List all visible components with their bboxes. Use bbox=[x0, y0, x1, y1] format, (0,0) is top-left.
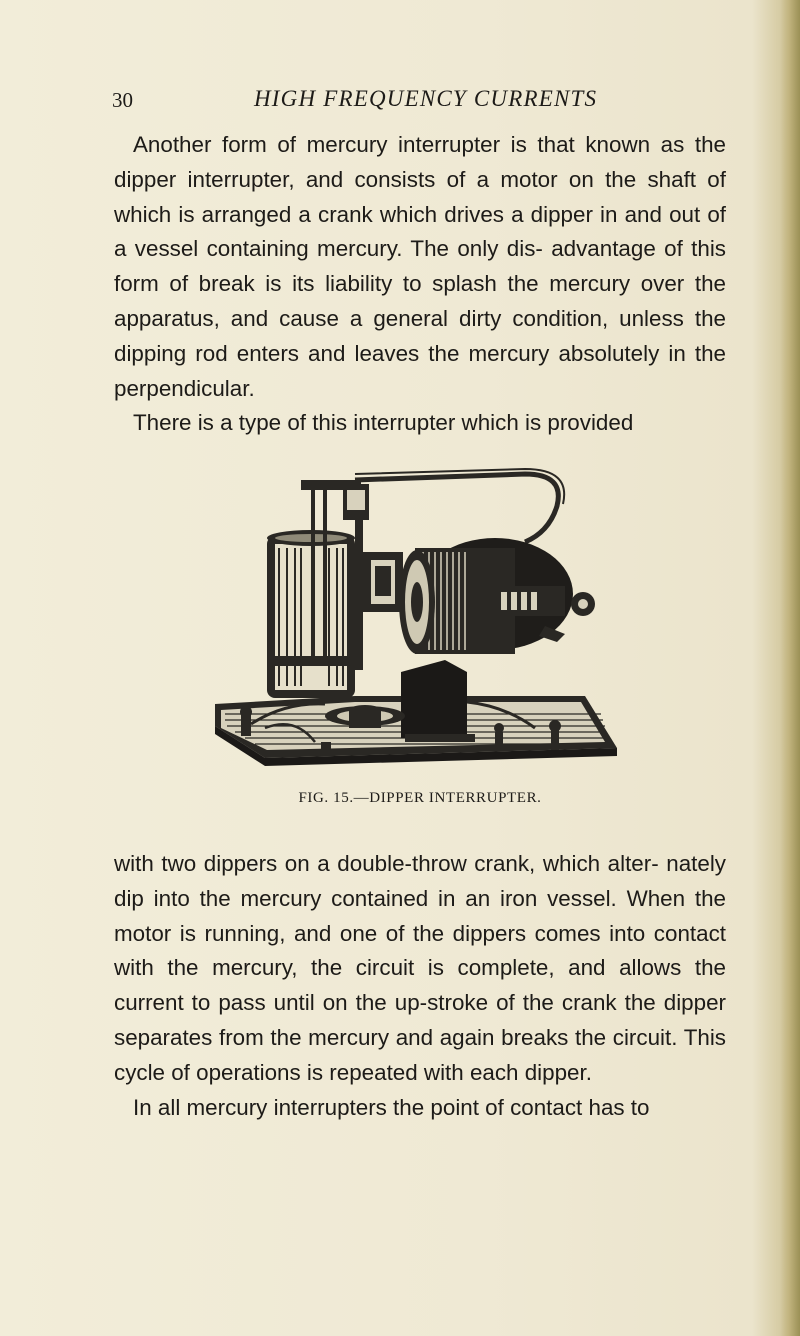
page-header bbox=[112, 86, 722, 120]
page-number: 30 bbox=[112, 88, 133, 112]
paragraph: There is a type of this interrupter which is provided bbox=[133, 410, 634, 436]
page-edge-shadow bbox=[780, 0, 800, 1336]
dipper-interrupter-illustration bbox=[205, 466, 625, 778]
text-block-top bbox=[114, 128, 726, 441]
figure-caption: FIG. 15.—DIPPER INTERRUPTER. bbox=[298, 790, 542, 806]
paragraph: In all mercury interrupters the point of contact has to bbox=[133, 1094, 650, 1120]
text-block-bottom bbox=[114, 847, 726, 1125]
running-head: HIGH FREQUENCY CURRENTS bbox=[254, 86, 598, 111]
paragraph: Another form of mercury interrupter is that known as the dipper interrupter, and consists of a motor on the shaft of which is arranged a crank which drives a dipper in and out of a vessel containing mercury. The only dis- advantage of this form of break is its liability to splash the mercury over the apparatus, and cause a general dirty condition, unless the dipping rod enters and leaves the mercury absolutely in the perpendicular. bbox=[114, 132, 726, 401]
paragraph: with two dippers on a double-throw crank, which alter- nately dip into the mercury contained in an iron vessel. When the motor is running, and one of the dippers comes into contact with the mercury, the circuit is complete, and allows the current to pass until on the up-stroke of the crank the dipper separates from the mercury and again breaks the circuit. This cycle of operations is repeated with each dipper. bbox=[114, 851, 726, 1085]
